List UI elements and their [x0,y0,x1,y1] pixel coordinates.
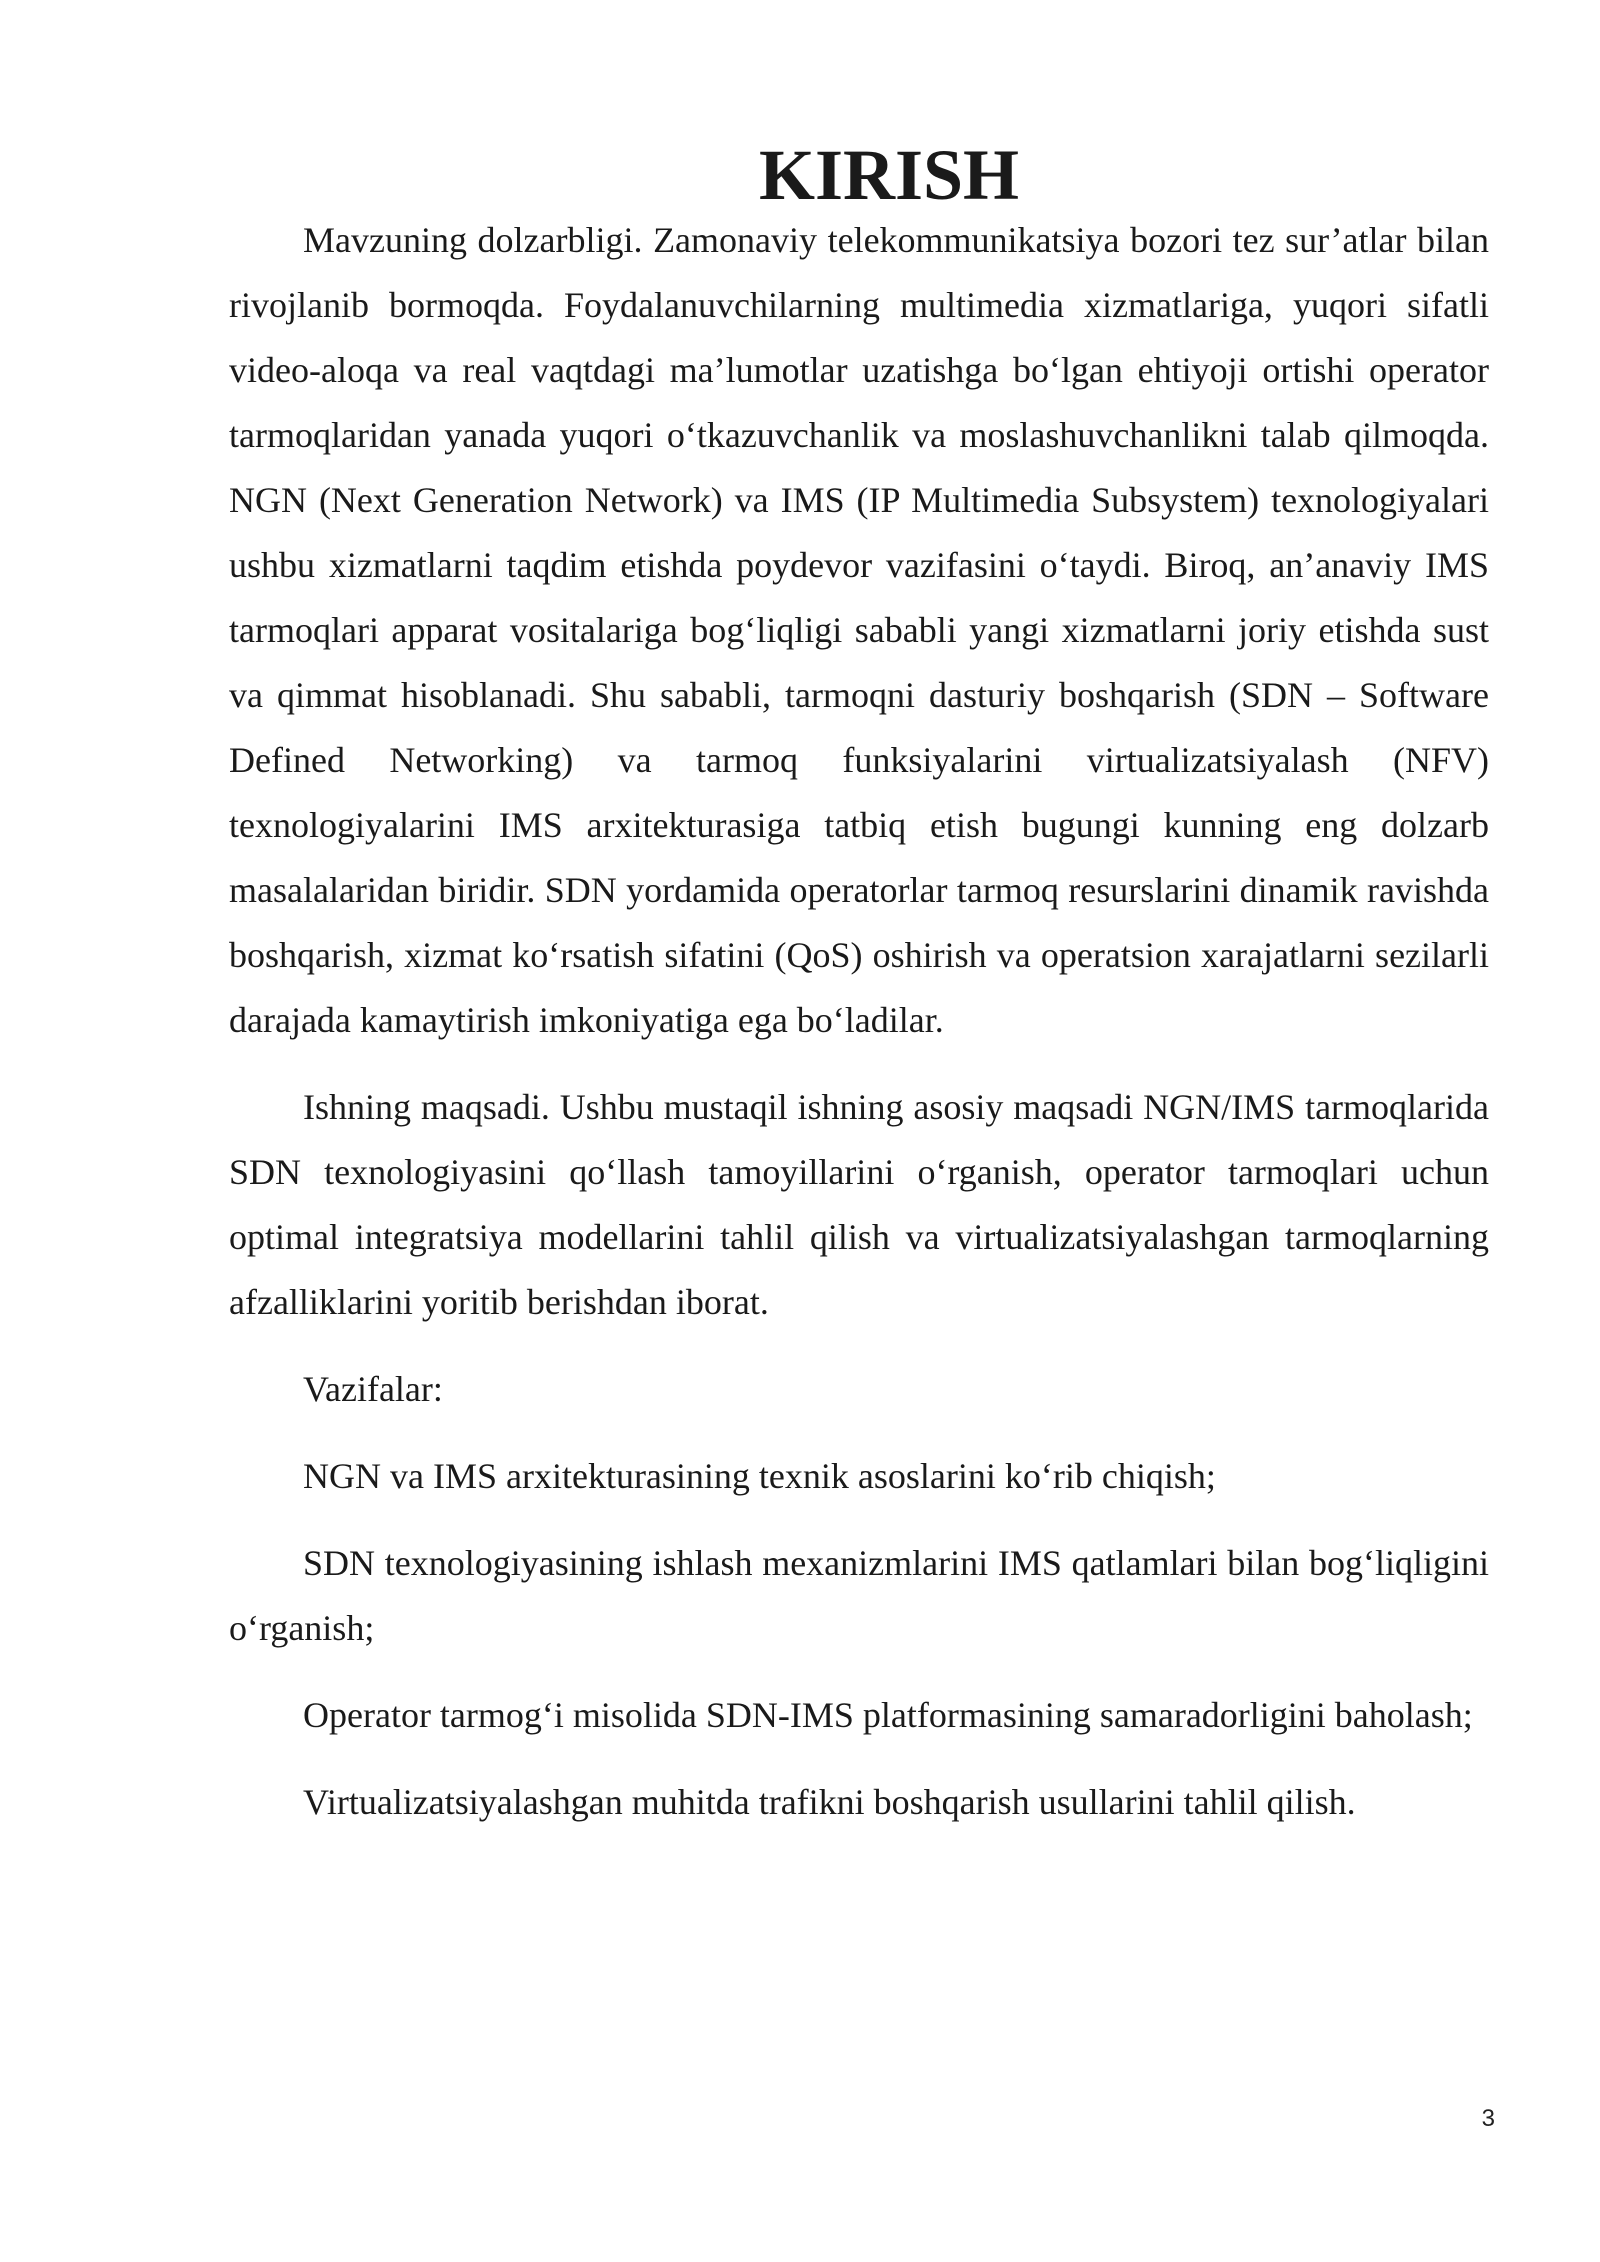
tasks-heading: Vazifalar: [303,1369,443,1409]
page-number: 3 [1481,2105,1495,2132]
paragraph-goal: Ishning maqsadi. Ushbu mustaqil ishning asosiy maqsadi NGN/IMS tarmoqlarida SDN texnologiyasini qo‘llash tamoyillarini o‘rganish, operator tarmoqlari uchun optimal integratsiya modellarini tahlil qilish va virtualizatsiyalashgan tarmoqlarning afzalliklarini yoritib berishdan iborat. [229,1087,1489,1322]
task-item: Virtualizatsiyalashgan muhitda trafikni boshqarish usullarini tahlil qilish. [303,1782,1356,1822]
document-body [229,135,1489,1835]
task-item: Operator tarmog‘i misolida SDN-IMS platformasining samaradorligini baholash; [303,1695,1473,1735]
paragraph-relevance: Mavzuning dolzarbligi. Zamonaviy telekommunikatsiya bozori tez sur’atlar bilan rivojlanib bormoqda. Foydalanuvchilarning multimedia xizmatlariga, yuqori sifatli video-aloqa va real vaqtdagi ma’lumotlar uzatishga bo‘lgan ehtiyoji ortishi operator tarmoqlaridan yanada yuqori o‘tkazuvchanlik va moslashuvchanlikni talab qilmoqda. NGN (Next Generation Network) va IMS (IP Multimedia Subsystem) texnologiyalari ushbu xizmatlarni taqdim etishda poydevor vazifasini o‘taydi. Biroq, an’anaviy IMS tarmoqlari apparat vositalariga bog‘liqligi sababli yangi xizmatlarni joriy etishda sust va qimmat hisoblanadi. Shu sababli, tarmoqni dasturiy boshqarish (SDN – Software Defined Networking) va tarmoq funksiyalarini virtualizatsiyalash (NFV) texnologiyalarini IMS arxitekturasiga tatbiq etish bugungi kunning eng dolzarb masalalaridan biridir. SDN yordamida operatorlar tarmoq resurslarini dinamik ravishda boshqarish, xizmat ko‘rsatish sifatini (QoS) oshirish va operatsion xarajatlarni sezilarli darajada kamaytirish imkoniyatiga ega bo‘ladilar. [229,220,1489,1040]
task-item: SDN texnologiyasining ishlash mexanizmlarini IMS qatlamlari bilan bog‘liqligini o‘rganish; [229,1543,1489,1648]
task-item: NGN va IMS arxitekturasining texnik asoslarini ko‘rib chiqish; [303,1456,1216,1496]
page-title: KIRISH [758,135,1020,215]
